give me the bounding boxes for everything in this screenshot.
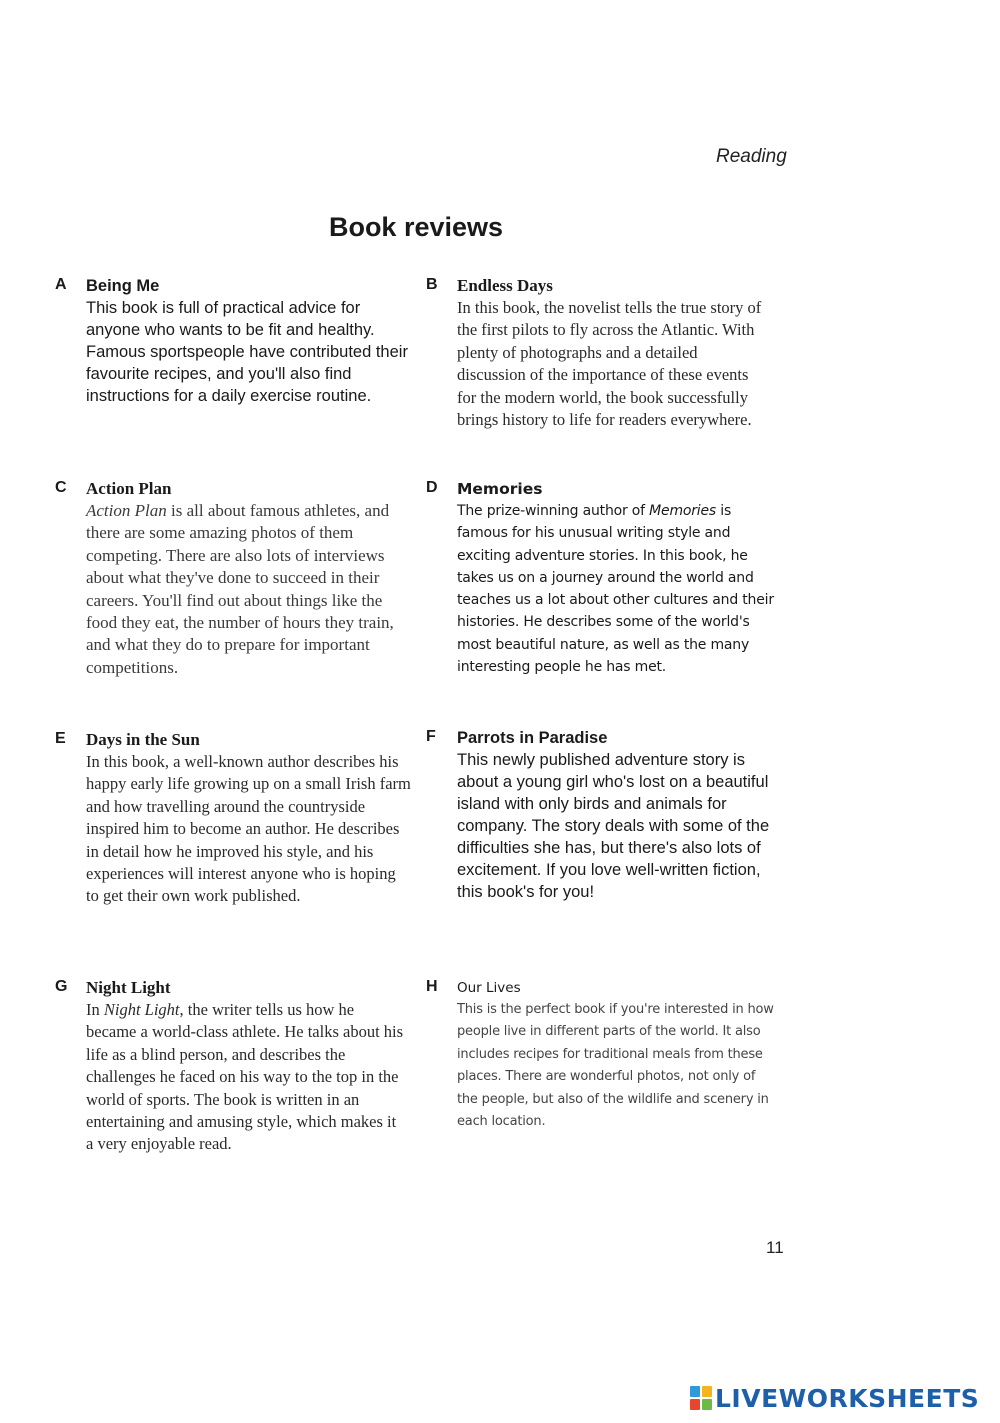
review-h bbox=[426, 977, 779, 1133]
review-e bbox=[55, 729, 412, 908]
review-body: This newly published adventure story is about a young girl who's lost on a beautiful island with only birds and animals for company. The story deals with some of the difficulties she has, but there's also lots of excitement. If you love well-written fiction, this book's for you! bbox=[457, 751, 770, 901]
page-number: 11 bbox=[766, 1238, 784, 1257]
liveworksheets-logo[interactable] bbox=[690, 1382, 979, 1414]
review-title: Night Light bbox=[86, 978, 171, 997]
section-label: Reading bbox=[716, 146, 787, 167]
review-body: Action Plan is all about famous athletes, and there are some amazing photos of them competing. There are also lots of interviews about what they've done to succeed in their careers. You'll find out about things like the food they eat, the number of hours they train, and what they do to prepare for important competitions. bbox=[86, 501, 394, 677]
review-d bbox=[426, 478, 782, 678]
review-letter: D bbox=[426, 479, 438, 496]
review-letter: C bbox=[55, 479, 67, 496]
liveworksheets-logo-text: LIVEWORKSHEETS bbox=[715, 1383, 980, 1413]
review-letter: F bbox=[426, 728, 436, 745]
review-letter: A bbox=[55, 276, 67, 293]
review-title: Endless Days bbox=[457, 276, 553, 295]
review-letter: B bbox=[426, 276, 438, 293]
review-body: In Night Light, the writer tells us how he became a world-class athlete. He talks about his life as a blind person, and describes the challenges he faced on his way to the top in the world of sports. The book is written in an entertaining and amusing style, which makes it a very enjoyable read. bbox=[86, 1000, 404, 1154]
review-letter: E bbox=[55, 730, 66, 747]
review-body: This is the perfect book if you're interested in how people live in different parts of the world. It also includes recipes for traditional meals from these places. There are wonderful photos, not only of the people, but also of the wildlife and scenery in each location. bbox=[457, 1002, 774, 1130]
review-b bbox=[426, 275, 769, 431]
review-body: This book is full of practical advice for anyone who wants to be fit and healthy. Famous sportspeople have contributed their favourite recipes, and you'll also find instructions for a daily exercise routine. bbox=[86, 299, 408, 405]
review-title: Our Lives bbox=[457, 980, 521, 996]
review-body: In this book, a well-known author describes his happy early life growing up on a small Irish farm and how travelling around the countryside inspired him to become an author. He describes in detail how he improved his style, and his experiences will interest anyone who is hoping to get their own work published. bbox=[86, 752, 411, 906]
review-c bbox=[55, 478, 401, 679]
liveworksheets-logo-icon bbox=[690, 1386, 712, 1410]
review-g bbox=[55, 977, 404, 1156]
book-title-emphasis: Memories bbox=[649, 503, 717, 519]
book-title-emphasis: Night Light bbox=[103, 1000, 180, 1019]
review-title: Action Plan bbox=[86, 479, 172, 498]
review-letter: H bbox=[426, 978, 438, 995]
review-body: The prize-winning author of Memories is famous for his unusual writing style and exciting adventure stories. In this book, he takes us on a journey around the world and teaches us a lot about other cultures and their histories. He describes some of the world's most beautiful nature, as well as the many interesting people he has met. bbox=[457, 503, 774, 676]
review-a bbox=[55, 275, 416, 407]
review-letter: G bbox=[55, 978, 68, 995]
review-title: Days in the Sun bbox=[86, 730, 200, 749]
review-title: Parrots in Paradise bbox=[457, 729, 608, 747]
review-title: Memories bbox=[457, 480, 543, 498]
review-body: In this book, the novelist tells the true story of the first pilots to fly across the Atlantic. With plenty of photographs and a detailed discussion of the importance of these events for the modern world, the book successfully brings history to life for readers everywhere. bbox=[457, 298, 762, 430]
review-f bbox=[426, 727, 779, 903]
book-title-emphasis: Action Plan bbox=[86, 501, 167, 520]
page-title: Book reviews bbox=[328, 212, 504, 242]
review-title: Being Me bbox=[86, 277, 160, 295]
